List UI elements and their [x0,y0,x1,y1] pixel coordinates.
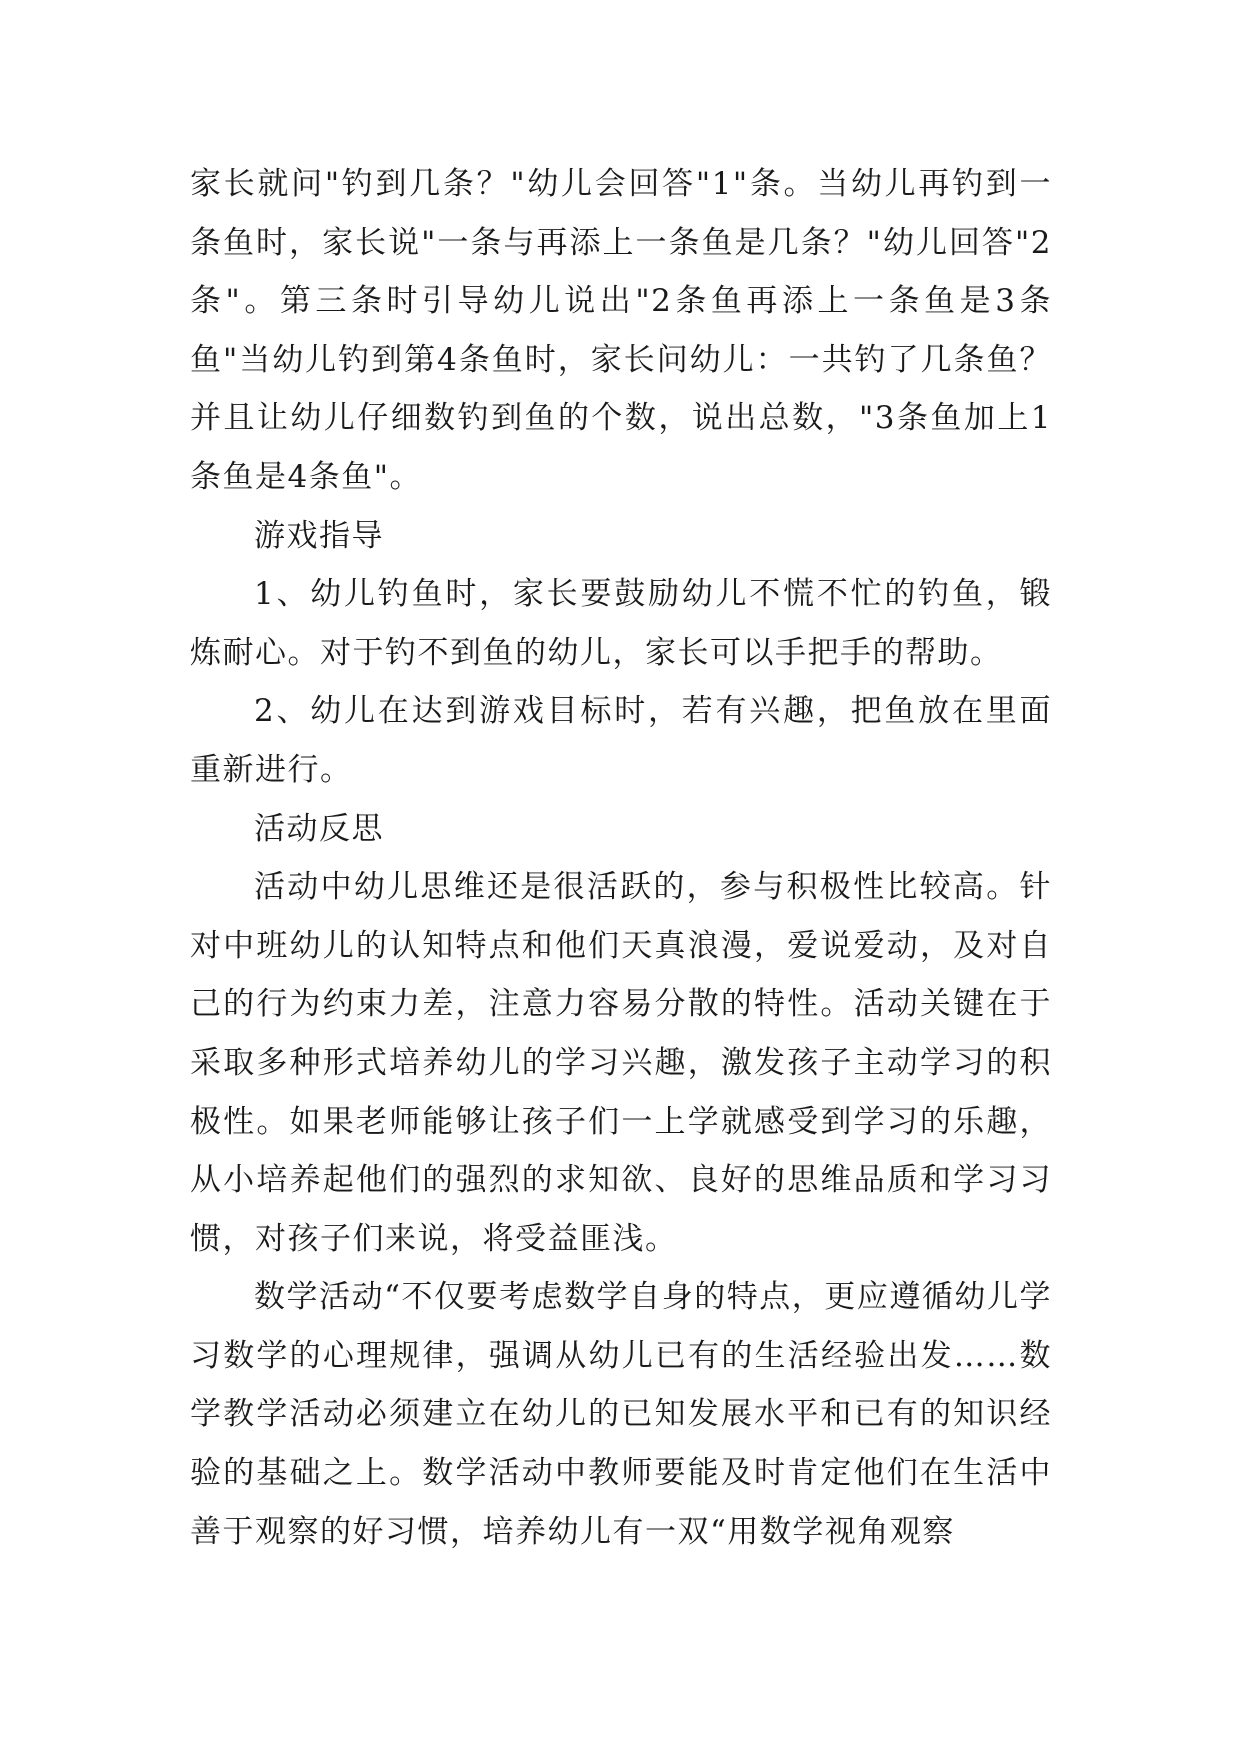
heading-activity-reflection: 活动反思 [254,810,384,847]
paragraph-fishing-dialogue: 家长就问"钓到几条？"幼儿会回答"1"条。当幼儿再钓到一条鱼时，家长说"一条与再添上一条鱼是几条？"幼儿回答"2条"。第三条时引导幼儿说出"2条鱼再添上一条鱼是3条鱼"当幼儿钓到第4条鱼时，家长问幼儿：一共钓了几条鱼？并且让幼儿仔细数钓到鱼的个数，说出总数，"3条鱼加上1条鱼是4条鱼"。 [190,166,1052,495]
paragraph-reflection-1: 活动中幼儿思维还是很活跃的，参与积极性比较高。针对中班幼儿的认知特点和他们天真浪漫，爱说爱动，及对自己的行为约束力差，注意力容易分散的特性。活动关键在于采取多种形式培养幼儿的学习兴趣，激发孩子主动学习的积极性。如果老师能够让孩子们一上学就感受到学习的乐趣，从小培养起他们的强烈的求知欲、良好的思维品质和学习习惯，对孩子们来说，将受益匪浅。 [190,869,1052,1257]
paragraph-guidance-2: 2、幼儿在达到游戏目标时，若有兴趣，把鱼放在里面重新进行。 [190,693,1052,788]
document-body [190,155,1052,1561]
heading-game-guidance: 游戏指导 [254,517,384,554]
paragraph-guidance-1: 1、幼儿钓鱼时，家长要鼓励幼儿不慌不忙的钓鱼，锻炼耐心。对于钓不到鱼的幼儿，家长可以手把手的帮助。 [190,576,1052,671]
paragraph-reflection-2: 数学活动“不仅要考虑数学自身的特点，更应遵循幼儿学习数学的心理规律，强调从幼儿已有的生活经验出发……数学教学活动必须建立在幼儿的已知发展水平和已有的知识经验的基础之上。数学活动中教师要能及时肯定他们在生活中善于观察的好习惯，培养幼儿有一双“用数学视角观察 [190,1279,1052,1550]
